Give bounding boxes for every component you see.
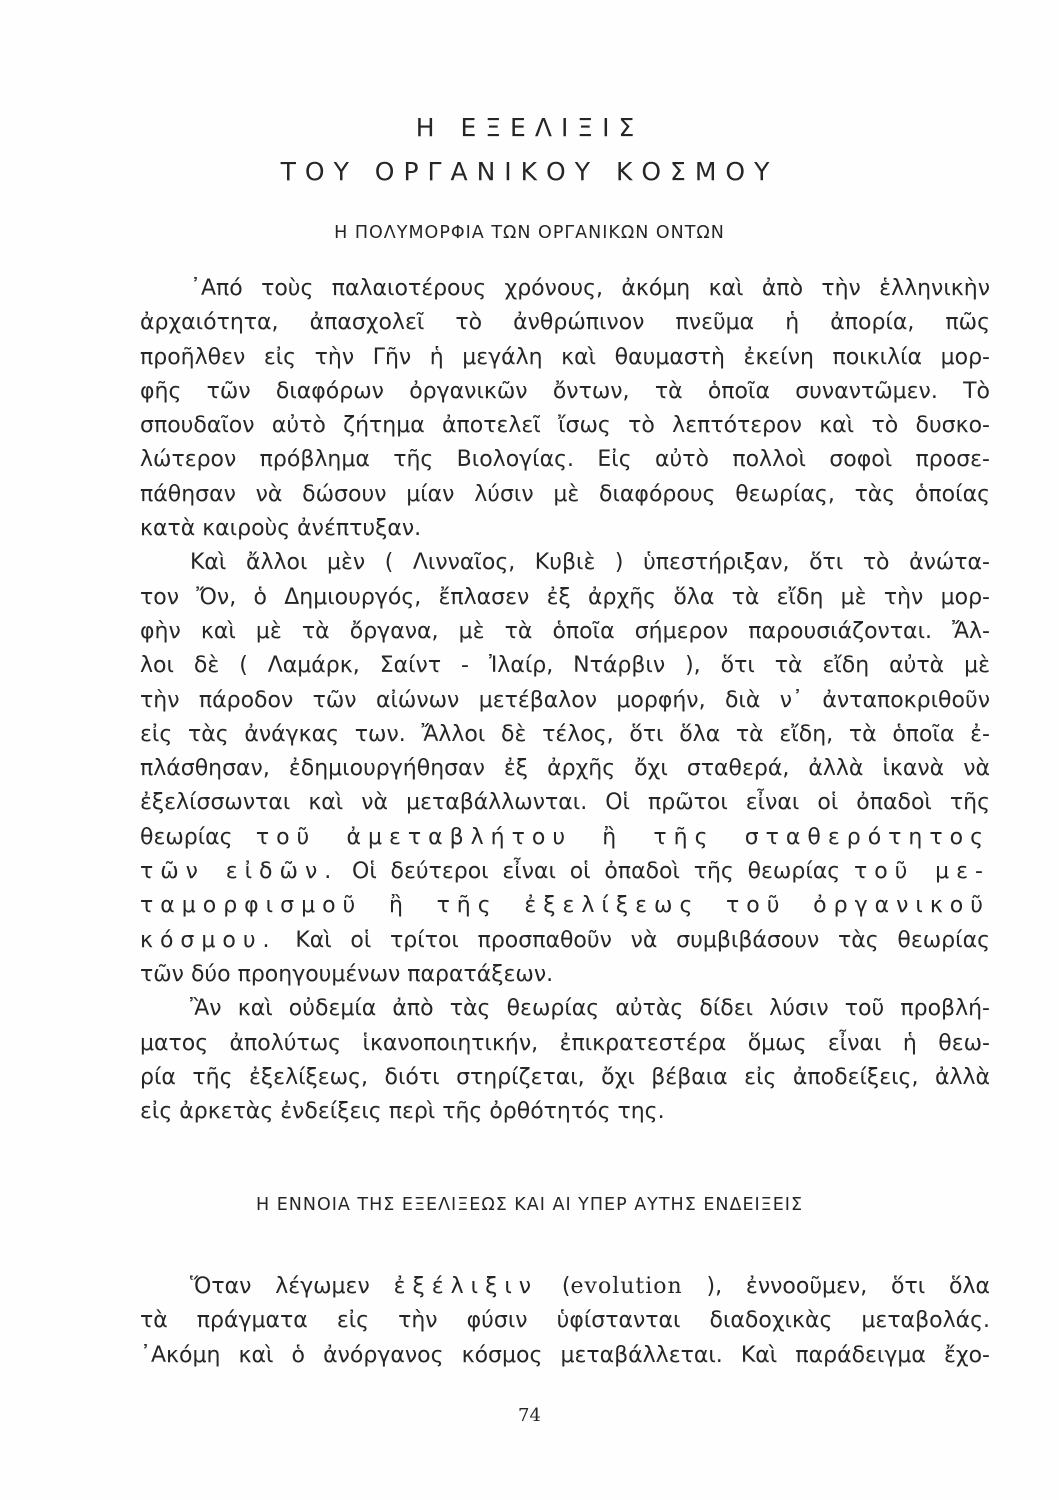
emphasized-term: κόσμου. (140, 927, 277, 953)
text-line: εἰς τὰς ἀνάγκας των. Ἄλλοι δὲ τέλος, ὅτι ὅλα τὰ εἴδη, τὰ ὁποῖα ἐ- (140, 721, 990, 747)
text-line: φῆς τῶν διαφόρων ὀργανικῶν ὄντων, τὰ ὁποῖα συναντῶμεν. Τὸ (140, 378, 990, 404)
latin-term: evolution (570, 1274, 683, 1299)
section-title-ennoia: Η ΕΝΝΟΙΑ ΤΗΣ ΕΞΕΛΙΞΕΩΣ ΚΑΙ ΑΙ ΥΠΕΡ ΑΥΤΗΣ ΕΝΔΕΙΞΕΙΣ (256, 1195, 803, 1215)
text-line: πλάσθησαν, ἐδημιουργήθησαν ἐξ ἀρχῆς ὄχι σταθερά, ἀλλὰ ἱκανὰ νὰ (140, 756, 990, 782)
text-line: κατὰ καιροὺς ἀνέπτυξαν. (140, 516, 422, 542)
text-line: Ἂν καὶ οὐδεμία ἀπὸ τὰς θεωρίας αὐτὰς δίδει λύσιν τοῦ προβλή- (190, 996, 990, 1022)
text-line: λώτερον πρόβλημα τῆς Βιολογίας. Εἰς αὐτὸ πολλοὶ σοφοὶ προσε- (140, 447, 990, 473)
section-body-polymorphia (140, 272, 990, 1129)
chapter-title-line2: ΤΟΥ ΟΡΓΑΝΙΚΟΥ ΚΟΣΜΟΥ (280, 157, 779, 186)
text-fragment: ( (561, 1274, 571, 1299)
text-line: φὴν καὶ μὲ τὰ ὄργανα, μὲ τὰ ὁποῖα σήμερον παρουσιάζονται. Ἄλ- (140, 618, 990, 644)
text-line: ρία τῆς ἐξελίξεως, διότι στηρίζεται, ὄχι βέβαια εἰς ἀποδείξεις, ἀλλὰ (140, 1064, 990, 1090)
emphasized-term: τοῦ με- (853, 859, 990, 885)
text-line: εἰς ἀρκετὰς ἐνδείξεις περὶ τῆς ὀρθότητός της. (140, 1099, 665, 1125)
page-number: 74 (518, 1405, 541, 1426)
text-fragment: ), ἐννοοῦμεν, ὅτι ὅλα (706, 1274, 990, 1299)
text-fragment: Οἱ δεύτεροι εἶναι οἱ ὀπαδοὶ τῆς θεωρίας (352, 859, 841, 885)
chapter-title-line1: Η ΕΞΕΛΙΞΙΣ (415, 113, 644, 142)
text-fragment: Ὅταν λέγωμεν (190, 1274, 370, 1299)
text-line: ᾿Από τοὺς παλαιοτέρους χρόνους, ἀκόμη καὶ ἀπὸ τὴν ἑλληνικὴν (190, 276, 990, 301)
text-line (140, 821, 990, 855)
text-line: τῶν δύο προηγουμένων παρατάξεων. (140, 961, 554, 987)
emphasized-term: τῶν εἰδῶν. (140, 859, 339, 885)
text-line (140, 855, 990, 889)
text-line (140, 1270, 990, 1304)
text-line: ἐξελίσσωνται καὶ νὰ μεταβάλλωνται. Οἱ πρῶτοι εἶναι οἱ ὀπαδοὶ τῆς (140, 790, 990, 816)
section-title-polymorphia: Η ΠΟΛΥΜΟΡΦΙΑ ΤΩΝ ΟΡΓΑΝΙΚΩΝ ΟΝΤΩΝ (334, 223, 725, 243)
text-line: πάθησαν νὰ δώσουν μίαν λύσιν μὲ διαφόρους θεωρίας, τὰς ὁποίας (140, 481, 990, 507)
section-body-ennoia (140, 1270, 990, 1373)
text-line: ἀρχαιότητα, ἀπασχολεῖ τὸ ἀνθρώπινον πνεῦμα ἡ ἀπορία, πῶς (140, 310, 990, 336)
text-line: λοι δὲ ( Λαμάρκ, Σαίντ - Ἰλαίρ, Ντάρβιν ), ὅτι τὰ εἴδη αὐτὰ μὲ (140, 653, 990, 679)
text-line (140, 924, 990, 958)
text-line: τον Ὄν, ὁ Δημιουργός, ἔπλασεν ἐξ ἀρχῆς ὅλα τὰ εἴδη μὲ τὴν μορ- (140, 584, 990, 610)
text-line: ταμορφισμοῦ ἢ τῆς ἐξελίξεως τοῦ ὀργανικοῦ (140, 893, 990, 919)
text-line: ᾿Ακόμη καὶ ὁ ἀνόργανος κόσμος μεταβάλλεται. Καὶ παράδειγμα ἔχο- (140, 1342, 990, 1368)
text-fragment: Καὶ οἱ τρίτοι προσπαθοῦν νὰ συμβιβάσουν τὰς θεωρίας (295, 927, 991, 953)
emphasized-term: ἐξέλιξιν (393, 1274, 539, 1299)
emphasized-term: τοῦ ἀμεταβλήτου ἢ τῆς σταθερότητος (255, 824, 990, 850)
text-line: τὴν πάροδον τῶν αἰώνων μετέβαλον μορφήν, διὰ ν᾿ ἀνταποκριθοῦν (140, 687, 990, 713)
text-fragment: θεωρίας (140, 824, 233, 850)
text-line: Καὶ ἄλλοι μὲν ( Λινναῖος, Κυβιὲ ) ὑπεστήριξαν, ὅτι τὸ ἀνώτα- (190, 550, 990, 576)
text-line: σπουδαῖον αὐτὸ ζήτημα ἀποτελεῖ ἴσως τὸ λεπτότερον καὶ τὸ δυσκο- (140, 413, 990, 439)
text-line: τὰ πράγματα εἰς τὴν φύσιν ὑφίστανται διαδοχικὰς μεταβολάς. (140, 1308, 990, 1334)
text-line: προῆλθεν εἰς τὴν Γῆν ἡ μεγάλη καὶ θαυμαστὴ ἐκείνη ποικιλία μορ- (140, 344, 990, 370)
text-line: ματος ἀπολύτως ἱκανοποιητικήν, ἐπικρατεστέρα ὅμως εἶναι ἡ θεω- (140, 1030, 990, 1056)
